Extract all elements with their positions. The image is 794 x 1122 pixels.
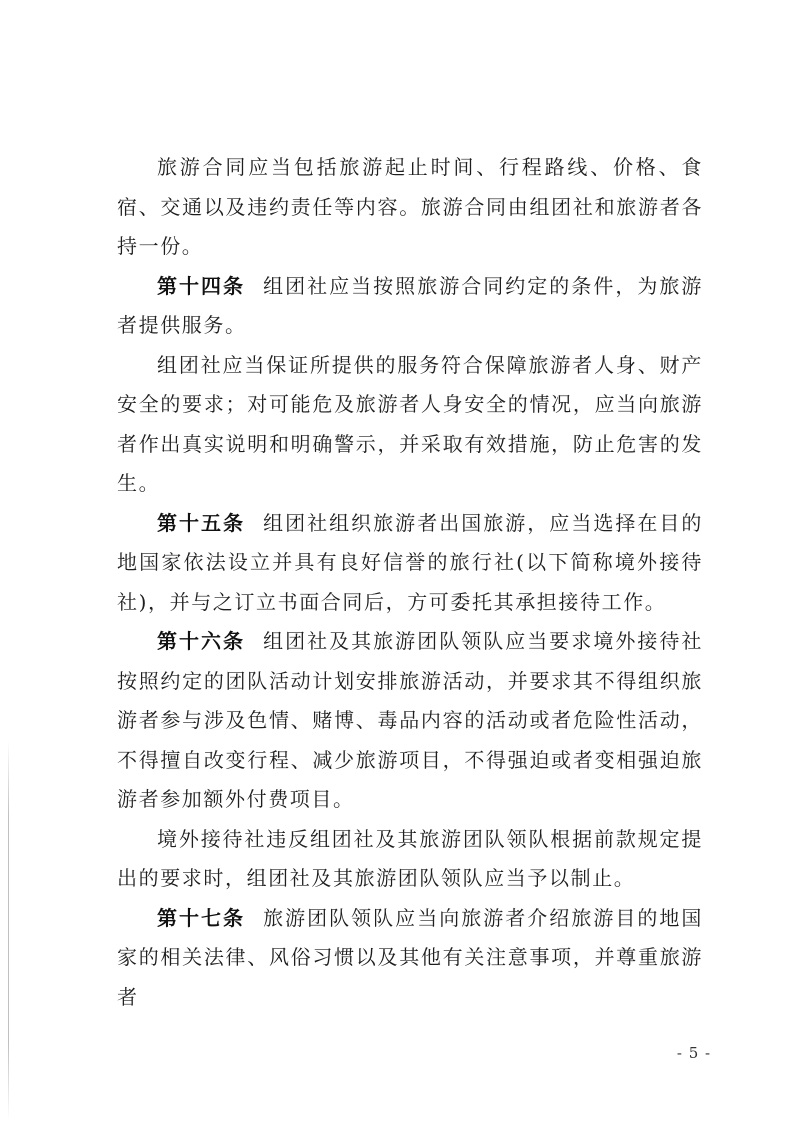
paragraph-text: 组团社应当按照旅游合同约定的条件，为旅游者提供服务。 <box>117 273 704 337</box>
article-heading: 第十六条 <box>157 629 246 653</box>
article-heading: 第十四条 <box>157 273 246 298</box>
article-heading: 第十七条 <box>157 905 246 930</box>
article-paragraph <box>117 899 703 1018</box>
paragraph-text: 旅游团队领队应当向旅游者介绍旅游目的地国家的相关法律、风俗习惯以及其他有关注意事项，并尊重旅游者 <box>117 905 704 1009</box>
scan-edge-line <box>8 740 9 1120</box>
paragraph-text: 组团社组织旅游者出国旅游，应当选择在目的地国家依法设立并具有良好信誉的旅行社(以下简称境外接待社)，并与之订立书面合同后，方可委托其承担接待工作。 <box>117 510 704 614</box>
article-paragraph <box>117 267 703 346</box>
paragraph <box>117 148 703 267</box>
article-heading: 第十五条 <box>157 510 246 535</box>
article-paragraph <box>117 504 703 623</box>
paragraph <box>117 820 703 899</box>
paragraph-text: 组团社应当保证所提供的服务符合保障旅游者人身、财产安全的要求；对可能危及旅游者人身安全的情况，应当向旅游者作出真实说明和明确警示，并采取有效措施，防止危害的发生。 <box>117 352 703 495</box>
page-number: - 5 - <box>676 1044 712 1062</box>
paragraph-text: 境外接待社违反组团社及其旅游团队领队根据前款规定提出的要求时，组团社及其旅游团队领队应当予以制止。 <box>117 826 703 890</box>
paragraph-text: 旅游合同应当包括旅游起止时间、行程路线、价格、食宿、交通以及违约责任等内容。旅游合同由组团社和旅游者各持一份。 <box>117 155 703 258</box>
paragraph-text: 组团社及其旅游团队领队应当要求境外接待社按照约定的团队活动计划安排旅游活动，并要求其不得组织旅游者参与涉及色情、赌博、毒品内容的活动或者危险性活动，不得擅自改变行程、减少旅游项目，不得强迫或者变相强迫旅游者参加额外付费项目。 <box>117 629 704 811</box>
document-body <box>117 148 703 1017</box>
paragraph <box>117 346 703 504</box>
article-paragraph <box>117 622 703 820</box>
